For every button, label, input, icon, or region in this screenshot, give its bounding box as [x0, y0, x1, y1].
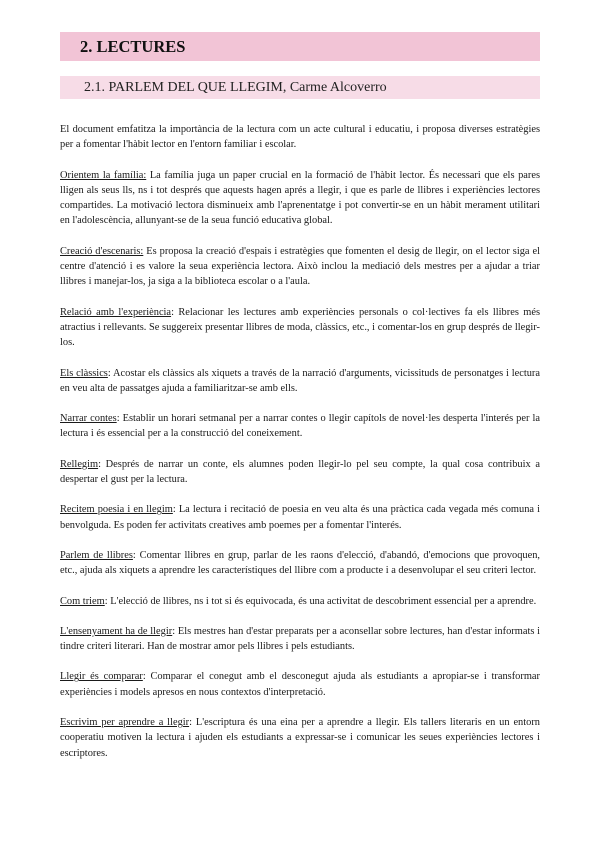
paragraph-text: : Després de narrar un conte, els alumnes poden llegir-lo pel seu compte, la qual cosa contribuix a despertar el gust per la lectura. — [60, 458, 540, 486]
document-body — [60, 122, 540, 776]
term: Com triem — [60, 595, 105, 607]
term: Llegir és comparar — [60, 671, 143, 683]
paragraph-classics — [60, 366, 540, 397]
paragraph-text: : Acostar els clàssics als xiquets a través de la narració d'arguments, vicissituds de personatges i lectura en veu alta de passatges ajuda a familiaritzar-se amb ells. — [60, 367, 541, 394]
paragraph-text: : Comentar llibres en grup, parlar de les raons d'elecció, d'abandó, d'emocions que provoquen, etc., ajuda als xiquets a aprendre les característiques del llibre com a producte i a desenvolupar el seu criteri lector. — [60, 549, 541, 577]
paragraph-orientem-familia — [60, 168, 540, 229]
paragraph-text: : La lectura i recitació de poesia en veu alta és una pràctica cada vegada més comuna i benvolguda. Es poden fer activitats creatives amb poemes per a fomentar l'interés. — [60, 504, 540, 531]
subsection-heading: 2.1. PARLEM DEL QUE LLEGIM, Carme Alcoverro — [60, 76, 540, 99]
term: Orientem la família: — [60, 169, 147, 181]
term: L'ensenyament ha de llegir — [60, 625, 173, 637]
paragraph-llegir-comparar — [60, 669, 540, 700]
paragraph-text: La família juga un paper crucial en la formació de l'hàbit lector. És necessari que els pares lligen als seus lls, ns i tot després que aquests hagen aprés a llegir, i que es parle de llibres i experiències lectores compartides. La motivació lectora disminueix amb l'aprenentatge i pot convertir-se en un hàbit merament utilitari en l'adolescència, allunyant-se de la seua funció educativa global. — [60, 169, 540, 227]
term: Els clàssics — [60, 367, 108, 379]
paragraph-text: : Establir un horari setmanal per a narrar contes o llegir capítols de novel·les desperta l'interés per la lectura i és essencial per a la construcció del coneixement. — [60, 413, 540, 440]
paragraph-poesia — [60, 502, 540, 533]
paragraph-text: : Comparar el conegut amb el desconegut ajuda als estudiants a apropiar-se i transformar experiències i models apresos en nous contextos d'interpretació. — [60, 671, 540, 698]
term: Escrivim per aprendre a llegir — [60, 717, 190, 729]
term: Rellegim — [60, 458, 99, 470]
paragraph-text: : Relacionar les lectures amb experiències personals o col·lectives fa els llibres més atractius i rellevants. Se suggereix presentar llibres de moda, clàssics, etc., i comentar-los en grup després de llegir-los. — [60, 306, 540, 349]
paragraph-text: Es proposa la creació d'espais i estratègies que fomenten el desig de llegir, on el lector siga el centre d'atenció i es valore la seua experiència lectora. Això inclou la mediació dels mestres per a ajudar a triar llibres i manejar-los, ja siga a la biblioteca escolar o a l'aula. — [60, 245, 540, 288]
term: Recitem poesia i en llegim — [60, 504, 173, 516]
paragraph-escrivim — [60, 715, 540, 761]
paragraph-text: : L'escriptura és una eina per a aprendre a llegir. Els tallers literaris en un entorn cooperatiu motiven la lectura i ajuden els estudiants a expressar-se i comunicar les seues experiències lectores i escriptores. — [60, 717, 540, 759]
paragraph-text: : L'elecció de llibres, ns i tot si és equivocada, és una activitat de descobriment essencial per a aprendre. — [104, 595, 537, 607]
paragraph-creacio-escenaris — [60, 244, 540, 290]
section-heading: 2. LECTURES — [60, 32, 540, 61]
term: Relació amb l'experiència — [60, 306, 172, 318]
paragraph-com-triem — [60, 594, 540, 609]
intro-paragraph: El document emfatitza la importància de la lectura com un acte cultural i educatiu, i proposa diverses estratègies per a fomentar l'hàbit lector en l'entorn familiar i escolar. — [60, 124, 540, 151]
paragraph-text: : Els mestres han d'estar preparats per a aconsellar sobre lectures, han d'estar informats i tindre criteri literari. Han de mostrar amor pels llibres i pels estudiants. — [60, 625, 540, 653]
term: Creació d'escenaris: — [60, 245, 144, 257]
paragraph-ensenyament — [60, 624, 540, 655]
paragraph-rellegim — [60, 457, 540, 488]
paragraph-parlem-llibres — [60, 548, 540, 579]
term: Parlem de llibres — [60, 549, 133, 561]
paragraph-narrar-contes — [60, 411, 540, 442]
term: Narrar contes — [60, 413, 117, 425]
paragraph-relacio-experiencia — [60, 305, 540, 351]
